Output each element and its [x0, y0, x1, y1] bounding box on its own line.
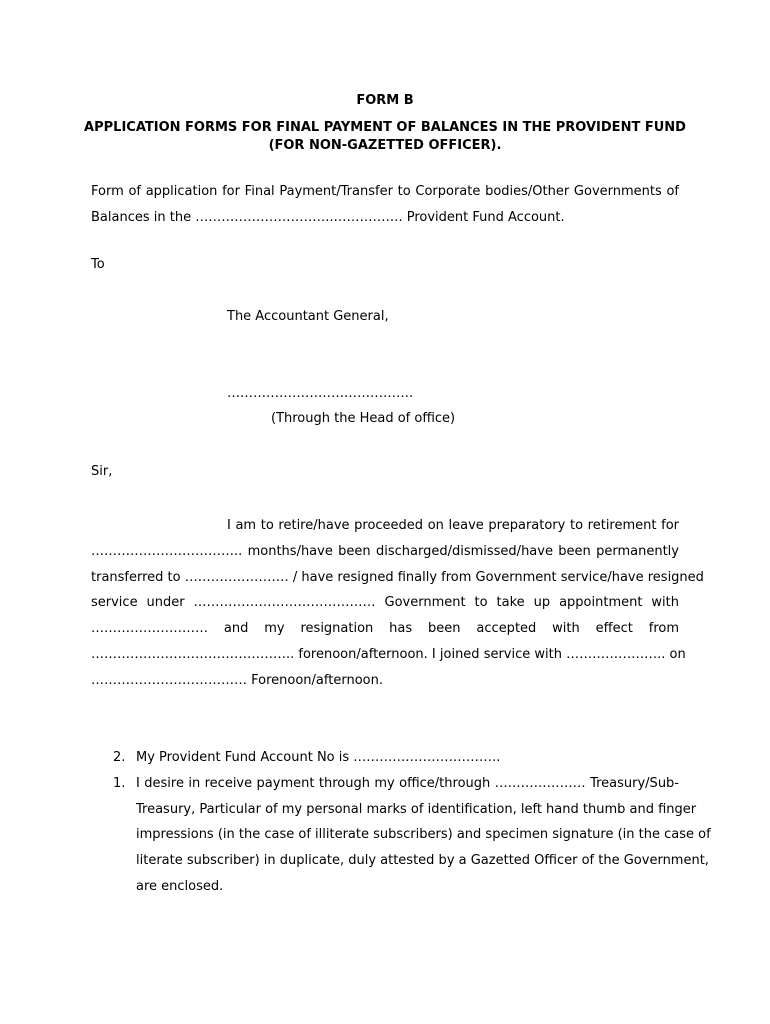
- form-title: [80, 119, 690, 155]
- list-item-line: I desire in receive payment through my office/through ………………… Treasury/Sub-: [136, 775, 679, 791]
- intro-line-1: Form of application for Final Payment/Transfer to Corporate bodies/Other Governments of: [91, 184, 679, 199]
- form-title-line-1: APPLICATION FORMS FOR FINAL PAYMENT OF BALANCES IN THE PROVIDENT FUND: [84, 120, 686, 135]
- to-label: To: [91, 257, 105, 272]
- letter-line-1: I am to retire/have proceeded on leave preparatory to retirement for: [227, 518, 679, 533]
- list-item-text: [136, 745, 679, 771]
- list-item-line: My Provident Fund Account No is …………………………….: [136, 750, 501, 765]
- letter-line-5: ……………………… and my resignation has been accepted with effect from: [91, 621, 679, 637]
- addressee-blank: …………………………………….: [227, 386, 414, 401]
- list-item: [91, 745, 679, 771]
- list-item: [91, 771, 711, 900]
- list-item-line: impressions (in the case of illiterate subscribers) and specimen signature (in the case of: [136, 827, 711, 843]
- list-item-line: literate subscriber) in duplicate, duly attested by a Gazetted Officer of the Government,: [136, 853, 709, 869]
- salutation: Sir,: [91, 464, 113, 479]
- letter-body: [91, 513, 704, 694]
- list-item-number: 2.: [113, 750, 126, 765]
- intro-line-2: Balances in the …………………………..……………. Provident Fund Account.: [91, 209, 565, 225]
- list-item-text: [136, 771, 711, 900]
- letter-line-3: transferred to …………………… / have resigned finally from Government service/have resigned: [91, 569, 704, 585]
- intro-paragraph: [91, 179, 679, 231]
- numbered-list: [91, 745, 711, 900]
- through-note: (Through the Head of office): [271, 411, 456, 426]
- list-item-line: are enclosed.: [136, 878, 224, 894]
- addressee: The Accountant General,: [227, 309, 389, 324]
- letter-line-6: ……………………………………….. forenoon/afternoon. I joined service with ………………….. on: [91, 646, 686, 662]
- list-item-line: Treasury, Particular of my personal marks of identification, left hand thumb and finger: [136, 801, 697, 817]
- letter-line-7: ……………………………… Forenoon/afternoon.: [91, 672, 383, 688]
- letter-line-2: …………………………….. months/have been discharged/dismissed/have been permanently: [91, 543, 679, 559]
- letter-line-4: service under …………………………………… Government to take up appointment with: [91, 595, 679, 611]
- list-item-number: 1.: [113, 775, 126, 791]
- form-label: FORM B: [356, 93, 414, 108]
- form-title-line-2: (FOR NON-GAZETTED OFFICER).: [268, 138, 502, 153]
